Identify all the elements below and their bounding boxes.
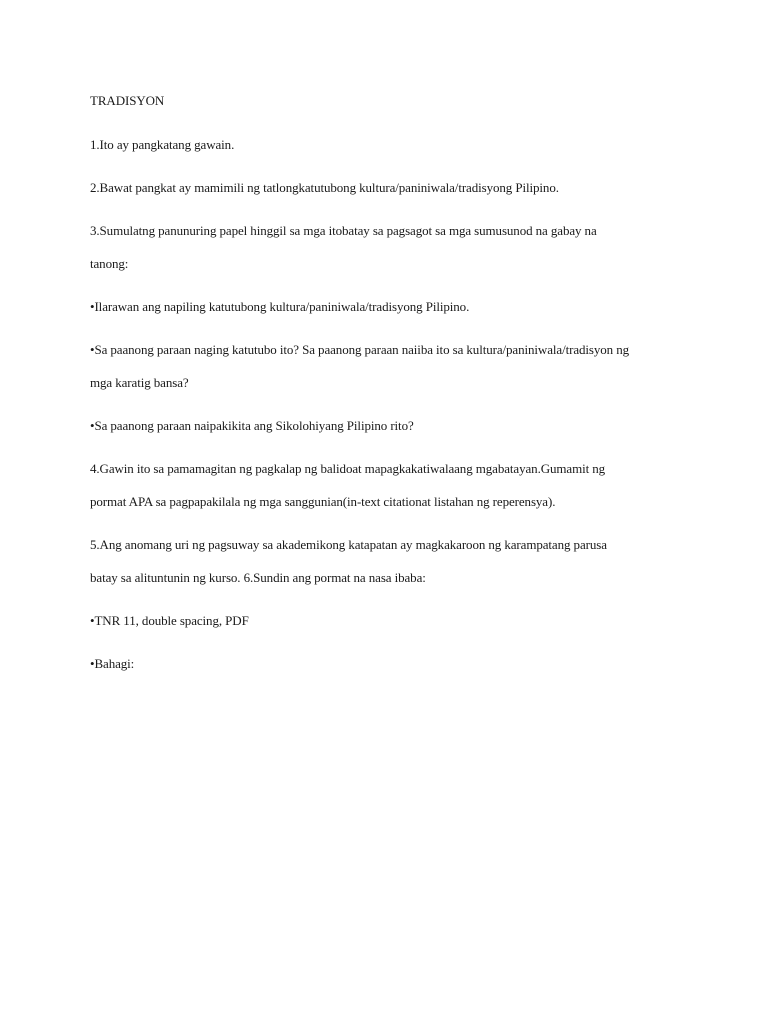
instruction-line: 2.Bawat pangkat ay mamimili ng tatlongkatutubong kultura/paniniwala/tradisyong Pilipino. — [90, 180, 559, 195]
instruction-line: 3.Sumulatng panunuring papel hinggil sa mga itobatay sa pagsagot sa mga sumusunod na gabay na — [90, 223, 597, 238]
instruction-line: batay sa alituntunin ng kurso. 6.Sundin ang pormat na nasa ibaba: — [90, 570, 426, 585]
instruction-line: pormat APA sa pagpapakilala ng mga sanggunian(in-text citationat listahan ng reperensya). — [90, 494, 556, 509]
instruction-line: 5.Ang anomang uri ng pagsuway sa akademikong katapatan ay magkakaroon ng karampatang parusa — [90, 537, 607, 552]
instruction-line: 4.Gawin ito sa pamamagitan ng pagkalap ng balidoat mapagkakatiwalaang mgabatayan.Gumamit ng — [90, 461, 606, 476]
bullet-line: •TNR 11, double spacing, PDF — [90, 613, 249, 628]
bullet-line: •Sa paanong paraan naipakikita ang Sikolohiyang Pilipino rito? — [90, 418, 414, 433]
bullet-line: •Sa paanong paraan naging katutubo ito? Sa paanong paraan naiiba ito sa kultura/paniniwala/tradisyon ng — [90, 342, 630, 357]
instruction-line: 1.Ito ay pangkatang gawain. — [90, 137, 235, 152]
bullet-line: •Ilarawan ang napiling katutubong kultura/paniniwala/tradisyong Pilipino. — [90, 299, 470, 314]
document-title: TRADISYON — [90, 93, 165, 108]
instruction-line: tanong: — [90, 256, 129, 271]
bullet-line: mga karatig bansa? — [90, 375, 189, 390]
bullet-line: •Bahagi: — [90, 656, 135, 671]
